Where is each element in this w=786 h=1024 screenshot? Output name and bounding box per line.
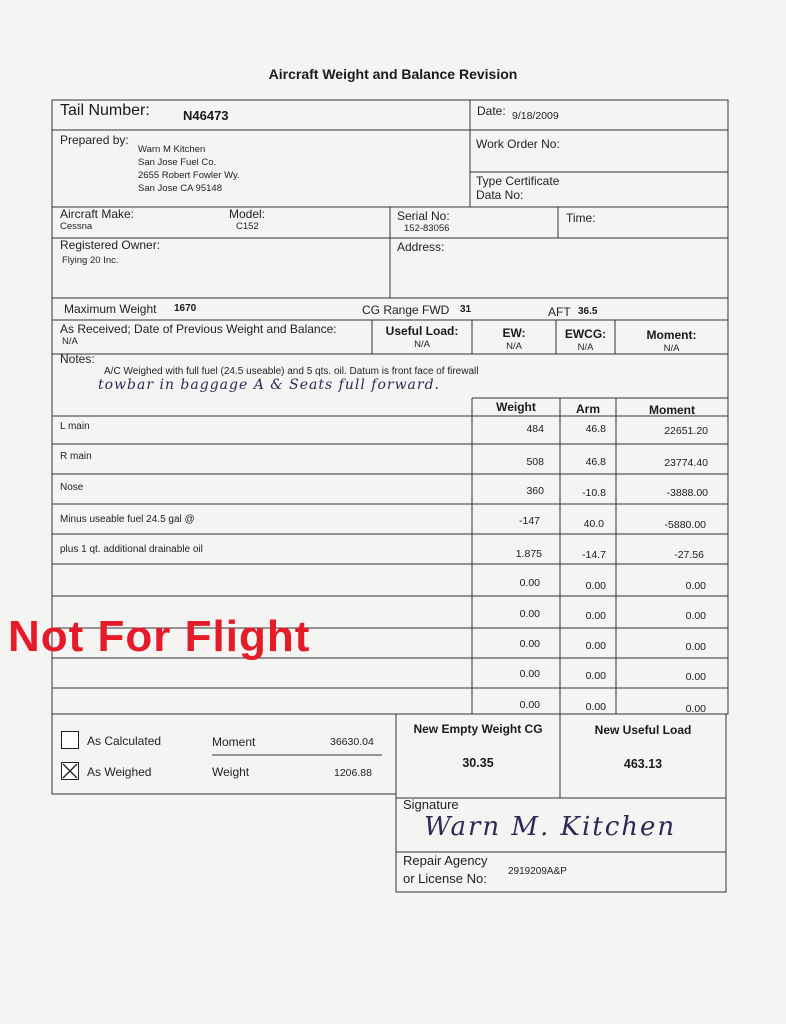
row-moment: -5880.00 xyxy=(664,519,706,531)
row-weight: 0.00 xyxy=(519,668,540,680)
as-received-label: As Received; Date of Previous Weight and Balance: xyxy=(60,322,337,336)
row-weight: 484 xyxy=(526,423,544,435)
date-value: 9/18/2009 xyxy=(512,110,559,122)
aircraft-make-label: Aircraft Make: xyxy=(60,207,135,221)
serial-value: 152-83056 xyxy=(404,223,450,234)
cg-range-label: CG Range FWD xyxy=(362,303,450,317)
model-label: Model: xyxy=(229,207,266,221)
ew-label: EW: xyxy=(502,326,526,340)
row-weight: 508 xyxy=(526,456,544,468)
tail-number-value: N46473 xyxy=(183,108,229,123)
registered-owner-label: Registered Owner: xyxy=(60,238,161,252)
notes-text: A/C Weighed with full fuel (24.5 useable) and 5 qts. oil. Datum is front face of firewall xyxy=(104,366,479,377)
new-useful-load-label: New Useful Load xyxy=(594,723,692,737)
row-arm: 46.8 xyxy=(585,456,606,468)
prepared-line-1: Warn M Kitchen xyxy=(138,144,206,155)
serial-label: Serial No: xyxy=(397,209,450,223)
as-weighed-label: As Weighed xyxy=(87,765,152,779)
col-arm-header: Arm xyxy=(575,402,600,416)
row-arm: 0.00 xyxy=(585,610,606,622)
as-calculated-label: As Calculated xyxy=(87,734,162,748)
date-label: Date: xyxy=(477,104,506,118)
col-moment-header: Moment xyxy=(649,403,695,417)
row-moment: 23774.40 xyxy=(664,457,708,469)
moment-header-label: Moment: xyxy=(646,328,697,342)
repair-agency-label: Repair Agency xyxy=(403,853,488,868)
row-arm: 0.00 xyxy=(585,701,606,713)
cg-fwd-value: 31 xyxy=(460,304,472,315)
signature-label: Signature xyxy=(403,797,459,812)
license-no-label: or License No: xyxy=(403,871,487,886)
row-arm: 0.00 xyxy=(585,580,606,592)
registered-owner-value: Flying 20 Inc. xyxy=(62,255,119,266)
row-item: L main xyxy=(60,421,90,432)
address-label: Address: xyxy=(397,240,445,254)
checkmark-x-icon xyxy=(62,763,78,779)
row-moment: 0.00 xyxy=(685,671,706,683)
row-arm: 0.00 xyxy=(585,640,606,652)
model-value: C152 xyxy=(236,221,259,232)
summary-weight-value: 1206.88 xyxy=(334,767,372,779)
work-order-label: Work Order No: xyxy=(476,137,560,151)
useful-load-value: N/A xyxy=(414,339,430,350)
max-weight-value: 1670 xyxy=(174,303,197,314)
notes-label: Notes: xyxy=(60,352,95,366)
moment-header-value: N/A xyxy=(663,343,680,354)
row-item: R main xyxy=(60,451,92,462)
row-arm: 0.00 xyxy=(585,670,606,682)
as-calculated-checkbox[interactable] xyxy=(61,731,79,749)
row-weight: 0.00 xyxy=(519,638,540,650)
prepared-line-3: 2655 Robert Fowler Wy. xyxy=(138,170,240,181)
row-item: Minus useable fuel 24.5 gal @ xyxy=(60,514,195,525)
max-weight-label: Maximum Weight xyxy=(64,302,157,316)
useful-load-label: Useful Load: xyxy=(385,324,459,338)
prepared-line-2: San Jose Fuel Co. xyxy=(138,157,217,168)
row-moment: 0.00 xyxy=(685,703,706,715)
row-weight: 0.00 xyxy=(519,608,540,620)
new-empty-cg-label: New Empty Weight CG xyxy=(413,722,543,736)
row-item: Nose xyxy=(60,482,84,493)
as-received-value: N/A xyxy=(62,336,78,347)
new-empty-cg-value: 30.35 xyxy=(462,756,494,770)
summary-weight-label: Weight xyxy=(212,765,250,779)
license-no-value: 2919209A&P xyxy=(508,866,567,877)
type-certificate-label: Type Certificate xyxy=(476,174,560,188)
signature-handwriting: Warn M. Kitchen xyxy=(424,812,677,842)
row-weight: 0.00 xyxy=(519,699,540,711)
row-weight: 1.875 xyxy=(515,548,542,560)
prepared-line-4: San Jose CA 95148 xyxy=(138,183,222,194)
not-for-flight-stamp: Not For Flight xyxy=(8,612,311,661)
prepared-by-label: Prepared by: xyxy=(60,133,129,147)
row-moment: -27.56 xyxy=(674,549,704,561)
col-weight-header: Weight xyxy=(496,400,536,414)
row-weight: 360 xyxy=(526,485,544,497)
row-moment: 0.00 xyxy=(685,580,706,592)
row-moment: 0.00 xyxy=(685,641,706,653)
summary-moment-value: 36630.04 xyxy=(330,736,374,748)
row-arm: 40.0 xyxy=(583,518,604,530)
row-arm: 46.8 xyxy=(585,423,606,435)
row-weight: 0.00 xyxy=(519,577,540,589)
notes-handwritten: towbar in baggage A & Seats full forward. xyxy=(98,377,441,393)
row-moment: 0.00 xyxy=(685,610,706,622)
row-arm: -14.7 xyxy=(582,549,606,561)
row-item: plus 1 qt. additional drainable oil xyxy=(60,544,203,555)
ew-value: N/A xyxy=(506,341,522,352)
cg-aft-value: 36.5 xyxy=(578,306,598,317)
form-title: Aircraft Weight and Balance Revision xyxy=(268,66,518,82)
ewcg-value: N/A xyxy=(577,342,594,353)
summary-moment-label: Moment xyxy=(212,735,256,749)
as-weighed-checkbox[interactable] xyxy=(61,762,79,780)
row-arm: -10.8 xyxy=(582,487,606,499)
cg-aft-label: AFT xyxy=(548,305,571,319)
aircraft-make-value: Cessna xyxy=(60,221,93,232)
row-moment: -3888.00 xyxy=(666,487,708,499)
row-moment: 22651.20 xyxy=(664,425,708,437)
tail-number-label: Tail Number: xyxy=(60,102,150,119)
ewcg-label: EWCG: xyxy=(564,327,607,341)
row-weight: -147 xyxy=(518,515,540,527)
time-label: Time: xyxy=(566,211,596,225)
data-no-label: Data No: xyxy=(476,188,524,202)
new-useful-load-value: 463.13 xyxy=(623,757,663,771)
